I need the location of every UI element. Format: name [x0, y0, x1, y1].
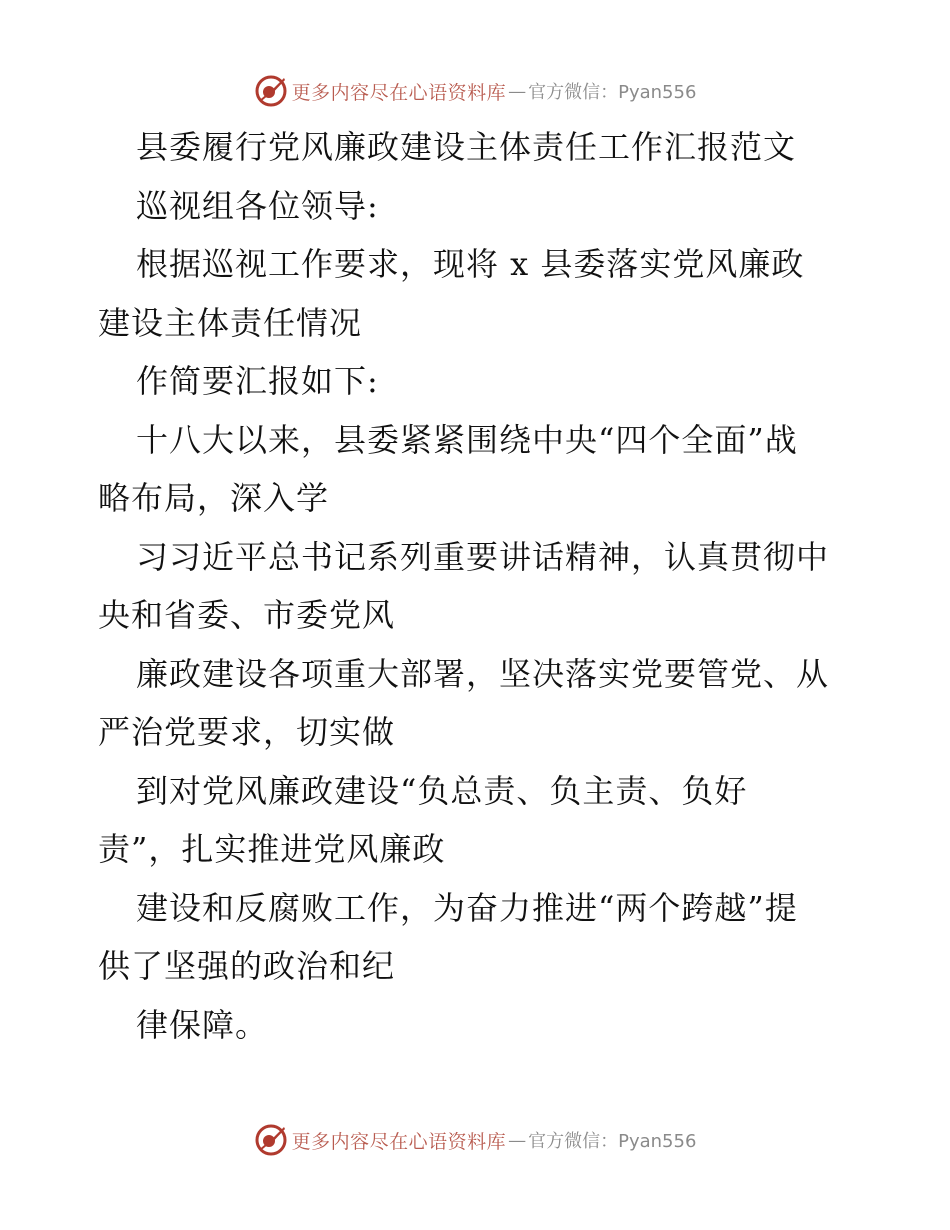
paragraph-line: 建设和反腐败工作，为奋力推进“两个跨越”提 — [136, 888, 798, 927]
paragraph-line: 央和省委、市委党风 — [98, 596, 396, 634]
watermark-contact-text: 官方微信：Pyan556 — [528, 82, 697, 103]
quill-logo-icon — [254, 1123, 288, 1157]
paragraph-line: 到对党风廉政建设“负总责、负主责、负好 — [136, 771, 748, 810]
paragraph-line: 律保障。 — [136, 1005, 269, 1044]
watermark-contact-text: 官方微信：Pyan556 — [528, 1131, 697, 1152]
watermark-separator: — — [508, 1129, 527, 1151]
paragraph-line: 建设主体责任情况 — [98, 303, 363, 342]
paragraph-line: 供了坚强的政治和纪 — [98, 947, 396, 985]
paragraph-line: 作简要汇报如下: — [136, 362, 379, 400]
footer-watermark — [0, 1120, 950, 1160]
paragraph-line: 廉政建设各项重大部署，坚决落实党要管党、从 — [136, 654, 830, 693]
document-body — [98, 118, 868, 1054]
paragraph-line: 习习近平总书记系列重要讲话精神，认真贯彻中 — [136, 537, 830, 576]
paragraph-line: 根据巡视工作要求，现将 x 县委落实党风廉政 — [136, 245, 805, 283]
quill-logo-icon — [254, 74, 288, 108]
header-watermark — [0, 71, 950, 111]
watermark-brand-text: 更多内容尽在心语资料库 — [291, 81, 507, 104]
paragraph-line: 责”，扎实推进党风廉政 — [98, 830, 446, 868]
paragraph-line: 严治党要求，切实做 — [98, 713, 396, 751]
watermark-brand-text: 更多内容尽在心语资料库 — [291, 1130, 507, 1153]
salutation-line: 巡视组各位领导: — [136, 186, 379, 225]
document-title: 县委履行党风廉政建设主体责任工作汇报范文 — [136, 128, 797, 166]
paragraph-line: 十八大以来，县委紧紧围绕中央“四个全面”战 — [136, 420, 798, 459]
paragraph-line: 略布局，深入学 — [98, 479, 330, 517]
watermark-separator: — — [508, 80, 527, 102]
